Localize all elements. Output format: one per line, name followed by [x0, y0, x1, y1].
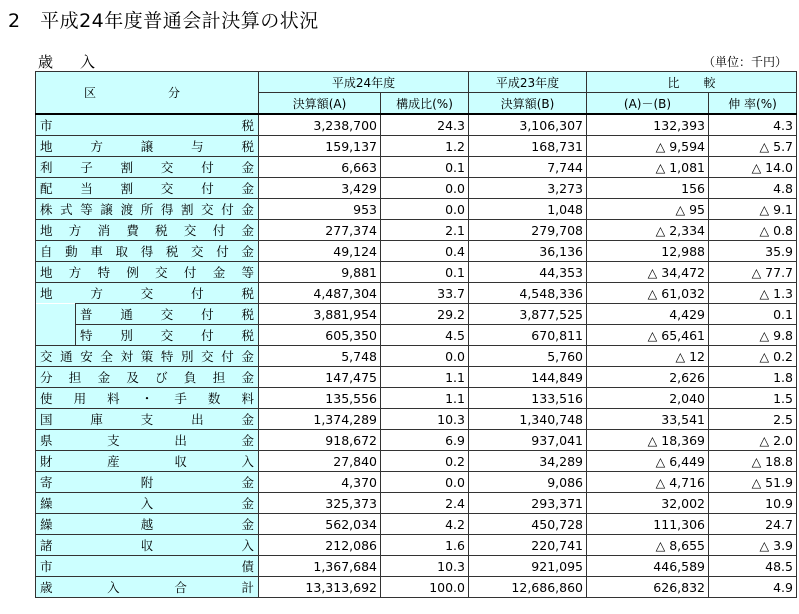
table-body: [36, 114, 797, 598]
table-row: [36, 493, 797, 514]
growth-rate: 35.9: [709, 241, 797, 262]
row-label: 株 式 等 譲 渡 所 得 割 交 付 金: [36, 199, 259, 220]
growth-rate: △ 18.8: [709, 451, 797, 472]
amount-h23: 3,877,525: [469, 304, 587, 325]
amount-h23: 168,731: [469, 136, 587, 157]
diff-value: 132,393: [587, 114, 709, 136]
row-label: 市 債: [36, 556, 259, 577]
amount-h23: 7,744: [469, 157, 587, 178]
amount-h24: 212,086: [259, 535, 381, 556]
table-row: [36, 514, 797, 535]
growth-rate: 48.5: [709, 556, 797, 577]
table-row: [36, 199, 797, 220]
row-label: 自 動 車 取 得 税 交 付 金: [36, 241, 259, 262]
amount-h23: 293,371: [469, 493, 587, 514]
header-growth: 伸 率(%): [709, 93, 797, 115]
row-label: 地 方 交 付 税: [36, 283, 259, 304]
amount-h24: 5,748: [259, 346, 381, 367]
diff-value: 111,306: [587, 514, 709, 535]
amount-h23: 4,548,336: [469, 283, 587, 304]
ratio-h24: 1.1: [381, 388, 469, 409]
growth-rate: 0.1: [709, 304, 797, 325]
ratio-h24: 2.4: [381, 493, 469, 514]
amount-h24: 1,374,289: [259, 409, 381, 430]
diff-value: 2,626: [587, 367, 709, 388]
page-title: 2 平成24年度普通会計決算の状況: [8, 10, 319, 32]
row-label: 市 税: [36, 114, 259, 136]
ratio-h24: 10.3: [381, 556, 469, 577]
header-h24: 平成24年度: [259, 72, 469, 93]
amount-h24: 49,124: [259, 241, 381, 262]
amount-h23: 5,760: [469, 346, 587, 367]
growth-rate: 10.9: [709, 493, 797, 514]
ratio-h24: 0.4: [381, 241, 469, 262]
amount-h24: 562,034: [259, 514, 381, 535]
ratio-h24: 0.0: [381, 178, 469, 199]
amount-h24: 9,881: [259, 262, 381, 283]
table-row: [36, 325, 797, 346]
header-h24-ratio: 構成比(%): [381, 93, 469, 115]
header-diff: (A)－(B): [587, 93, 709, 115]
row-label: 繰 入 金: [36, 493, 259, 514]
growth-rate: △ 14.0: [709, 157, 797, 178]
diff-value: △ 34,472: [587, 262, 709, 283]
revenue-table: [35, 71, 797, 598]
ratio-h24: 4.2: [381, 514, 469, 535]
amount-h24: 13,313,692: [259, 577, 381, 598]
amount-h23: 937,041: [469, 430, 587, 451]
amount-h24: 325,373: [259, 493, 381, 514]
amount-h23: 921,095: [469, 556, 587, 577]
header-h23-amount: 決算額(B): [469, 93, 587, 115]
amount-h24: 3,238,700: [259, 114, 381, 136]
growth-rate: 1.5: [709, 388, 797, 409]
table-row: [36, 283, 797, 304]
diff-value: △ 12: [587, 346, 709, 367]
header-h23: 平成23年度: [469, 72, 587, 93]
row-label: 分 担 金 及 び 負 担 金: [36, 367, 259, 388]
amount-h23: 144,849: [469, 367, 587, 388]
amount-h23: 670,811: [469, 325, 587, 346]
ratio-h24: 0.0: [381, 346, 469, 367]
row-label: 特 別 交 付 税: [76, 325, 259, 346]
diff-value: 626,832: [587, 577, 709, 598]
row-label: 使 用 料 ・ 手 数 料: [36, 388, 259, 409]
table-row: [36, 304, 797, 325]
amount-h23: 12,686,860: [469, 577, 587, 598]
amount-h23: 3,106,307: [469, 114, 587, 136]
diff-value: 446,589: [587, 556, 709, 577]
diff-value: △ 2,334: [587, 220, 709, 241]
ratio-h24: 0.0: [381, 199, 469, 220]
diff-value: △ 9,594: [587, 136, 709, 157]
amount-h24: 605,350: [259, 325, 381, 346]
growth-rate: △ 9.8: [709, 325, 797, 346]
amount-h24: 4,370: [259, 472, 381, 493]
amount-h24: 277,374: [259, 220, 381, 241]
row-label: 地 方 特 例 交 付 金 等: [36, 262, 259, 283]
row-label: 諸 収 入: [36, 535, 259, 556]
table-row: [36, 178, 797, 199]
amount-h23: 220,741: [469, 535, 587, 556]
growth-rate: 4.3: [709, 114, 797, 136]
row-label: 歳 入 合 計: [36, 577, 259, 598]
growth-rate: △ 5.7: [709, 136, 797, 157]
ratio-h24: 0.1: [381, 157, 469, 178]
growth-rate: 1.8: [709, 367, 797, 388]
row-label: 寄 附 金: [36, 472, 259, 493]
row-label: 財 産 収 入: [36, 451, 259, 472]
diff-value: 32,002: [587, 493, 709, 514]
row-label: 地 方 譲 与 税: [36, 136, 259, 157]
diff-value: △ 61,032: [587, 283, 709, 304]
diff-value: △ 6,449: [587, 451, 709, 472]
ratio-h24: 4.5: [381, 325, 469, 346]
diff-value: 4,429: [587, 304, 709, 325]
ratio-h24: 6.9: [381, 430, 469, 451]
unit-note: （単位：千円）: [702, 55, 787, 69]
table-row: [36, 262, 797, 283]
amount-h23: 450,728: [469, 514, 587, 535]
amount-h23: 44,353: [469, 262, 587, 283]
diff-value: △ 95: [587, 199, 709, 220]
ratio-h24: 0.0: [381, 472, 469, 493]
amount-h23: 279,708: [469, 220, 587, 241]
growth-rate: △ 0.8: [709, 220, 797, 241]
row-label: 利 子 割 交 付 金: [36, 157, 259, 178]
diff-value: 156: [587, 178, 709, 199]
row-label: 普 通 交 付 税: [76, 304, 259, 325]
amount-h24: 918,672: [259, 430, 381, 451]
amount-h24: 3,429: [259, 178, 381, 199]
diff-value: △ 4,716: [587, 472, 709, 493]
header-category: 区 分: [36, 72, 259, 115]
row-label: 繰 越 金: [36, 514, 259, 535]
growth-rate: △ 0.2: [709, 346, 797, 367]
growth-rate: 24.7: [709, 514, 797, 535]
growth-rate: 4.8: [709, 178, 797, 199]
header-h24-amount: 決算額(A): [259, 93, 381, 115]
amount-h23: 36,136: [469, 241, 587, 262]
amount-h23: 1,340,748: [469, 409, 587, 430]
table-row: [36, 241, 797, 262]
diff-value: △ 1,081: [587, 157, 709, 178]
ratio-h24: 2.1: [381, 220, 469, 241]
amount-h24: 147,475: [259, 367, 381, 388]
table-row: [36, 535, 797, 556]
row-label: 配 当 割 交 付 金: [36, 178, 259, 199]
diff-value: 12,988: [587, 241, 709, 262]
indent-spacer: [36, 304, 76, 325]
row-label: 国 庫 支 出 金: [36, 409, 259, 430]
table-row: [36, 220, 797, 241]
growth-rate: 4.9: [709, 577, 797, 598]
diff-value: △ 65,461: [587, 325, 709, 346]
ratio-h24: 33.7: [381, 283, 469, 304]
amount-h24: 953: [259, 199, 381, 220]
amount-h24: 27,840: [259, 451, 381, 472]
ratio-h24: 1.1: [381, 367, 469, 388]
table-row: [36, 114, 797, 136]
table-row: [36, 157, 797, 178]
amount-h23: 9,086: [469, 472, 587, 493]
amount-h23: 3,273: [469, 178, 587, 199]
amount-h24: 3,881,954: [259, 304, 381, 325]
ratio-h24: 0.1: [381, 262, 469, 283]
table-row: [36, 472, 797, 493]
amount-h24: 4,487,304: [259, 283, 381, 304]
table-row: [36, 451, 797, 472]
ratio-h24: 29.2: [381, 304, 469, 325]
growth-rate: 2.5: [709, 409, 797, 430]
table-row: [36, 346, 797, 367]
ratio-h24: 1.2: [381, 136, 469, 157]
section-subtitle: 歳 入: [38, 53, 102, 71]
growth-rate: △ 1.3: [709, 283, 797, 304]
table-row: [36, 136, 797, 157]
growth-rate: △ 2.0: [709, 430, 797, 451]
growth-rate: △ 9.1: [709, 199, 797, 220]
table-row: [36, 556, 797, 577]
amount-h24: 159,137: [259, 136, 381, 157]
ratio-h24: 1.6: [381, 535, 469, 556]
ratio-h24: 10.3: [381, 409, 469, 430]
ratio-h24: 0.2: [381, 451, 469, 472]
diff-value: △ 18,369: [587, 430, 709, 451]
diff-value: 33,541: [587, 409, 709, 430]
row-label: 交 通 安 全 対 策 特 別 交 付 金: [36, 346, 259, 367]
table-row: [36, 409, 797, 430]
row-label: 地 方 消 費 税 交 付 金: [36, 220, 259, 241]
diff-value: △ 8,655: [587, 535, 709, 556]
amount-h24: 1,367,684: [259, 556, 381, 577]
table-row: [36, 388, 797, 409]
indent-spacer: [36, 325, 76, 346]
amount-h23: 133,516: [469, 388, 587, 409]
table-row: [36, 430, 797, 451]
growth-rate: △ 51.9: [709, 472, 797, 493]
header-compare: 比 較: [587, 72, 797, 93]
ratio-h24: 24.3: [381, 114, 469, 136]
table-row: [36, 577, 797, 598]
growth-rate: △ 3.9: [709, 535, 797, 556]
diff-value: 2,040: [587, 388, 709, 409]
amount-h24: 6,663: [259, 157, 381, 178]
amount-h23: 1,048: [469, 199, 587, 220]
row-label: 県 支 出 金: [36, 430, 259, 451]
ratio-h24: 100.0: [381, 577, 469, 598]
amount-h23: 34,289: [469, 451, 587, 472]
growth-rate: △ 77.7: [709, 262, 797, 283]
table-row: [36, 367, 797, 388]
amount-h24: 135,556: [259, 388, 381, 409]
